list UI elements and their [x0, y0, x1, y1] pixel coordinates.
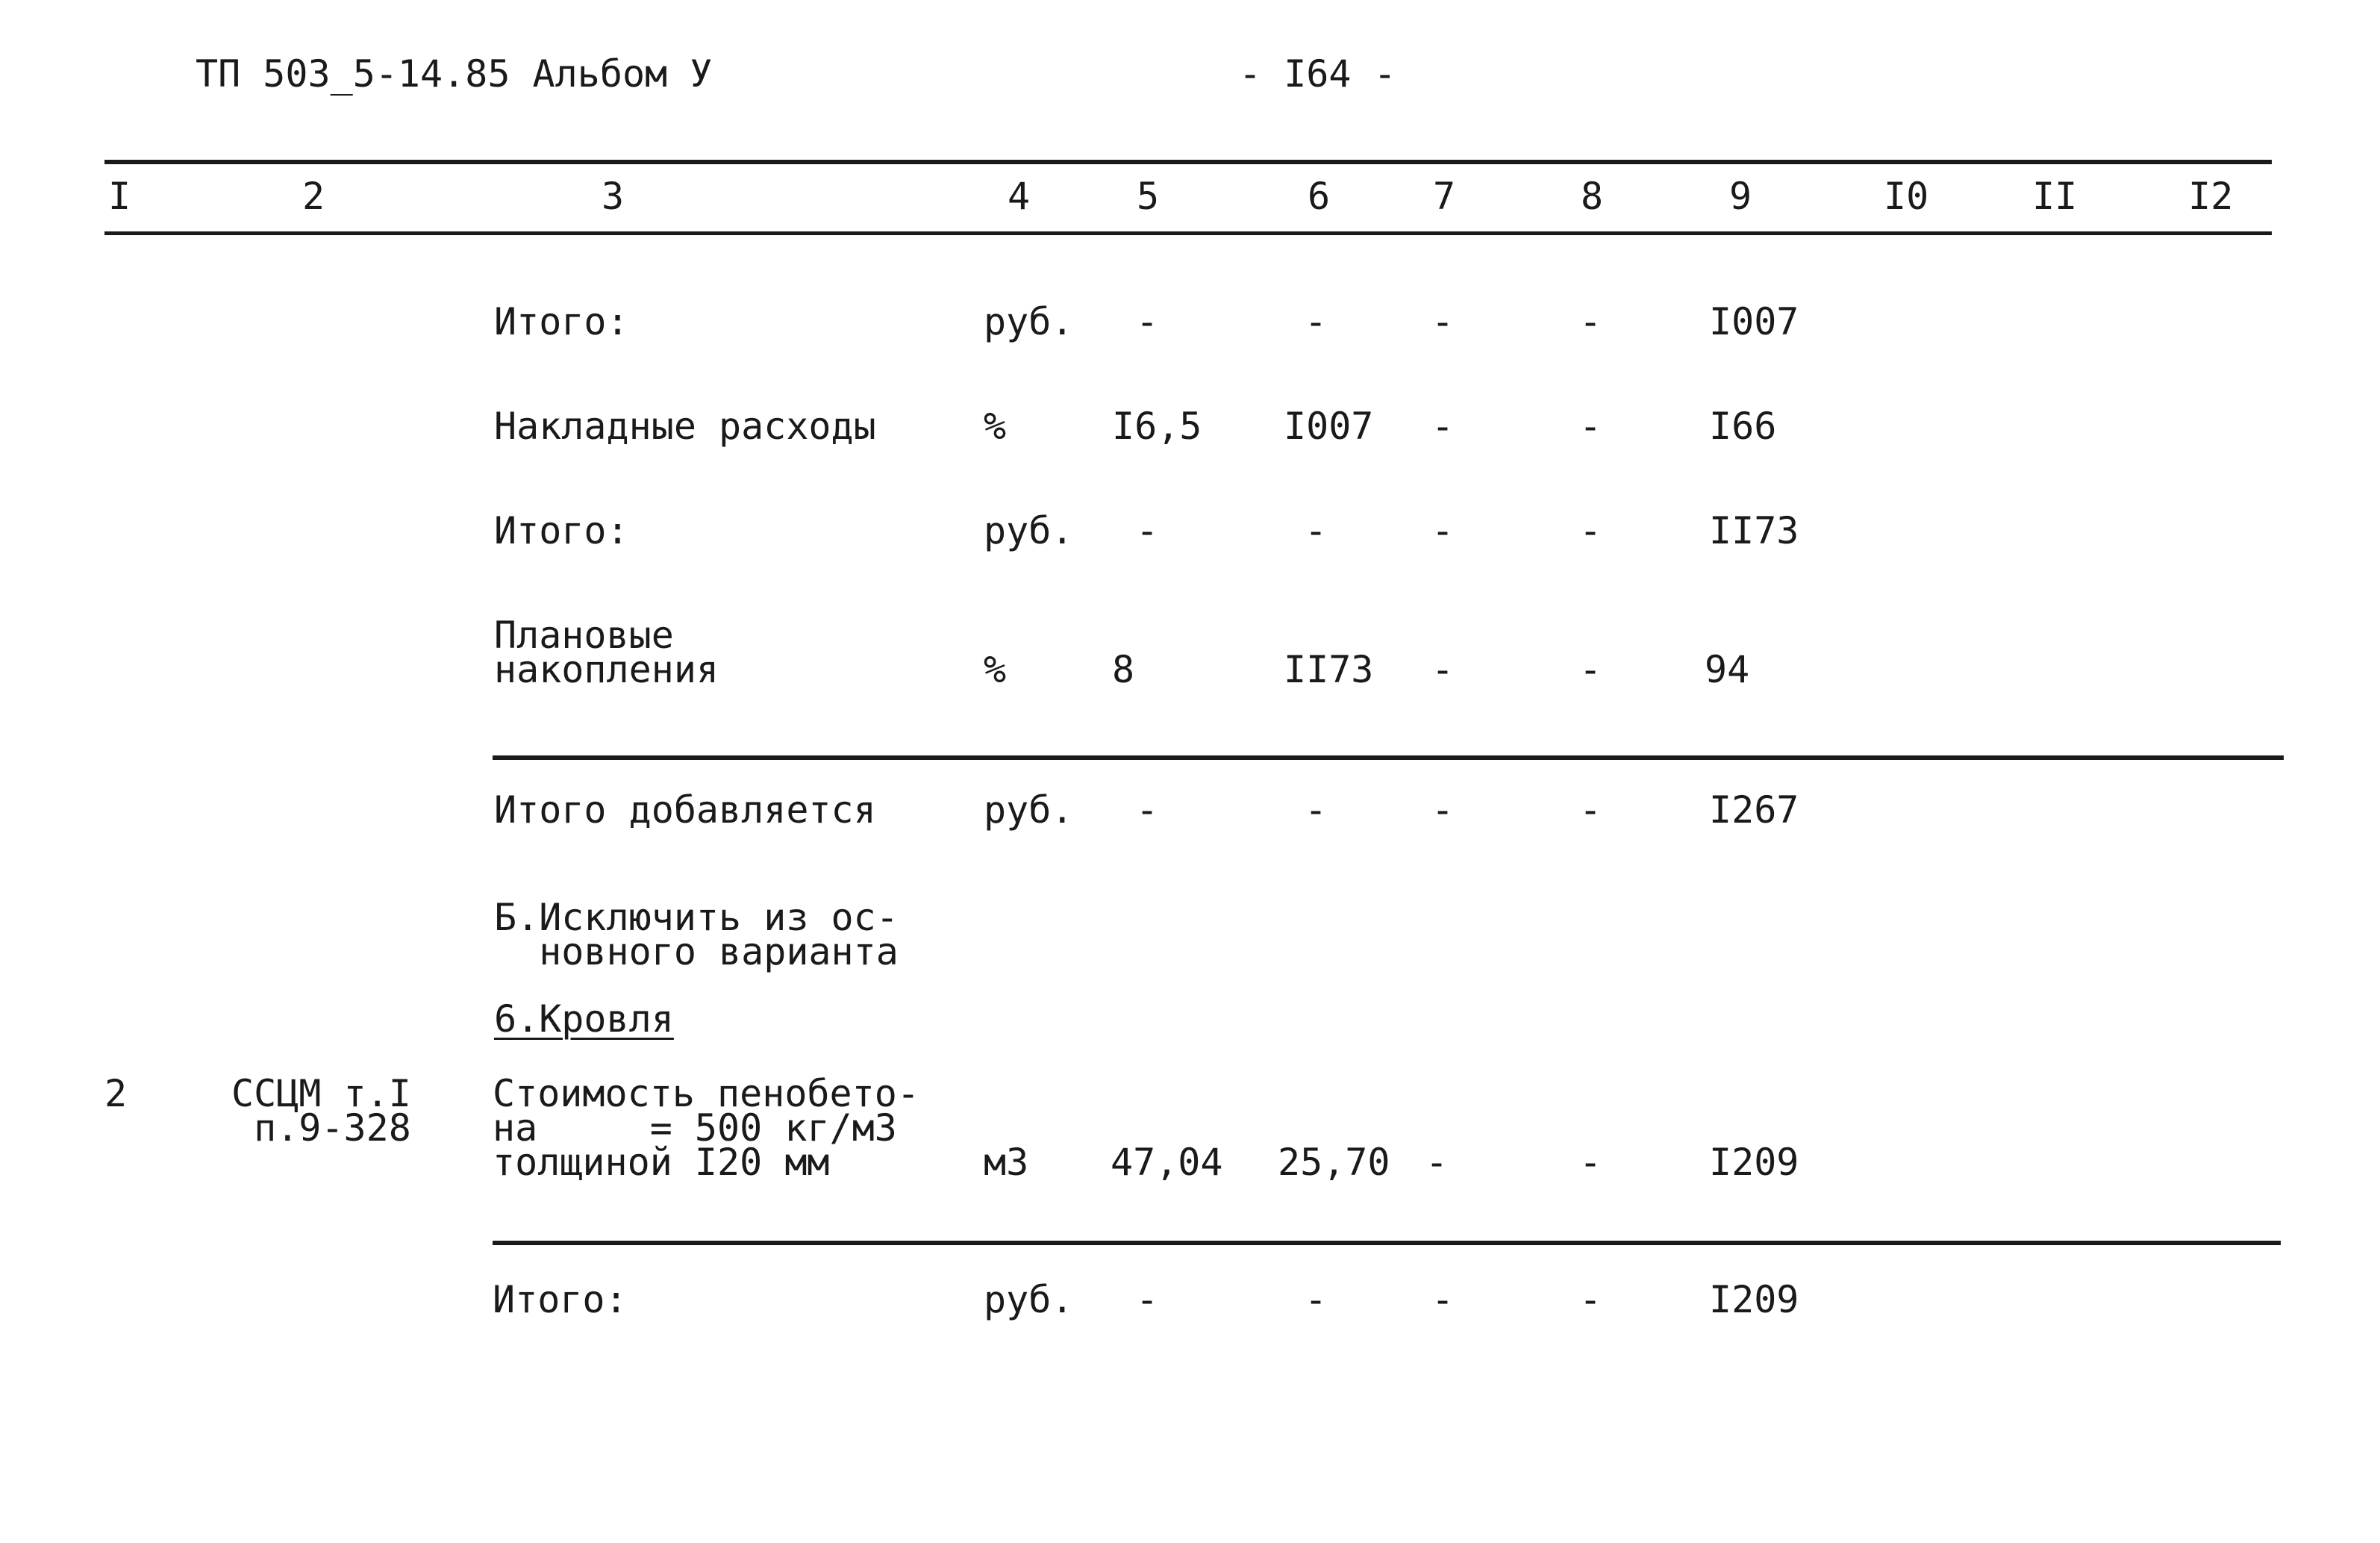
row-col5: -	[1136, 788, 1159, 832]
row-col9: I007	[1709, 300, 1799, 343]
subtotal-rule	[493, 1241, 2281, 1245]
row-col7: -	[1425, 1141, 1449, 1184]
row-col6: -	[1305, 509, 1328, 552]
row-col9: I66	[1709, 405, 1777, 448]
row-col5: 47,04	[1111, 1141, 1223, 1184]
row-col6: -	[1305, 300, 1328, 343]
subsection-heading: 6.Кровля	[494, 997, 674, 1041]
row-col6: -	[1305, 788, 1328, 832]
row-label-line1: Стоимость пенобето-	[493, 1072, 919, 1115]
col-header-12: I2	[2188, 175, 2234, 218]
row-reference-line2: п.9-328	[231, 1106, 411, 1150]
row-unit: руб.	[984, 509, 1074, 552]
row-col9: 94	[1705, 648, 1750, 691]
row-col7: -	[1431, 1278, 1455, 1321]
row-col6: I007	[1284, 405, 1374, 448]
row-col7: -	[1431, 405, 1455, 448]
row-unit: руб.	[984, 300, 1074, 343]
row-label-line2: на = 500 кг/м3	[493, 1106, 897, 1150]
document-code: ТП 503_5-14.85 Альбом У	[196, 52, 713, 96]
row-col8: -	[1579, 405, 1602, 448]
row-col8: -	[1579, 1278, 1602, 1321]
col-header-7: 7	[1433, 175, 1456, 218]
row-label: Итого:	[493, 1278, 628, 1321]
page-number: - I64 -	[1239, 52, 1396, 96]
row-col7: -	[1431, 300, 1455, 343]
row-col5: 8	[1112, 648, 1135, 691]
col-header-1: I	[108, 175, 131, 218]
row-col5: I6,5	[1112, 405, 1202, 448]
row-col9: I209	[1709, 1141, 1799, 1184]
row-col9: I267	[1709, 788, 1799, 832]
row-col8: -	[1579, 300, 1602, 343]
section-heading-line2: новного варианта	[494, 930, 899, 973]
row-label: Итого:	[494, 300, 629, 343]
row-number: 2	[104, 1072, 128, 1115]
col-header-6: 6	[1308, 175, 1331, 218]
row-label-line2: накопления	[494, 648, 719, 691]
table-header-rule	[104, 231, 2272, 235]
row-label-line1: Плановые	[494, 614, 674, 657]
col-header-2: 2	[302, 175, 325, 218]
row-col8: -	[1579, 648, 1602, 691]
row-col9: I209	[1709, 1278, 1799, 1321]
row-unit: %	[984, 405, 1007, 448]
row-col6: -	[1305, 1278, 1328, 1321]
col-header-4: 4	[1008, 175, 1031, 218]
row-col6: 25,70	[1278, 1141, 1390, 1184]
row-col8: -	[1579, 788, 1602, 832]
section-heading-line1: Б.Исключить из ос-	[494, 896, 899, 939]
col-header-10: I0	[1884, 175, 1929, 218]
row-unit: руб.	[984, 788, 1074, 832]
row-label: Накладные расходы	[494, 405, 876, 448]
row-col6: II73	[1284, 648, 1374, 691]
row-col8: -	[1579, 1141, 1602, 1184]
row-unit: м3	[984, 1141, 1029, 1184]
col-header-9: 9	[1729, 175, 1752, 218]
subtotal-rule	[493, 755, 2284, 760]
row-col7: -	[1431, 509, 1455, 552]
row-label: Итого добавляется	[494, 788, 876, 832]
table-top-rule	[104, 160, 2272, 164]
col-header-5: 5	[1137, 175, 1160, 218]
row-col5: -	[1136, 509, 1159, 552]
row-col8: -	[1579, 509, 1602, 552]
row-col7: -	[1431, 648, 1455, 691]
row-label-line3: толщиной I20 мм	[493, 1141, 830, 1184]
col-header-8: 8	[1581, 175, 1604, 218]
col-header-11: II	[2032, 175, 2078, 218]
row-col7: -	[1431, 788, 1455, 832]
row-reference-line1: ССЦМ т.I	[231, 1072, 411, 1115]
row-col9: II73	[1709, 509, 1799, 552]
row-col5: -	[1136, 1278, 1159, 1321]
row-col5: -	[1136, 300, 1159, 343]
col-header-3: 3	[602, 175, 625, 218]
row-unit: руб.	[984, 1278, 1074, 1321]
row-label: Итого:	[494, 509, 629, 552]
row-unit: %	[984, 648, 1007, 691]
